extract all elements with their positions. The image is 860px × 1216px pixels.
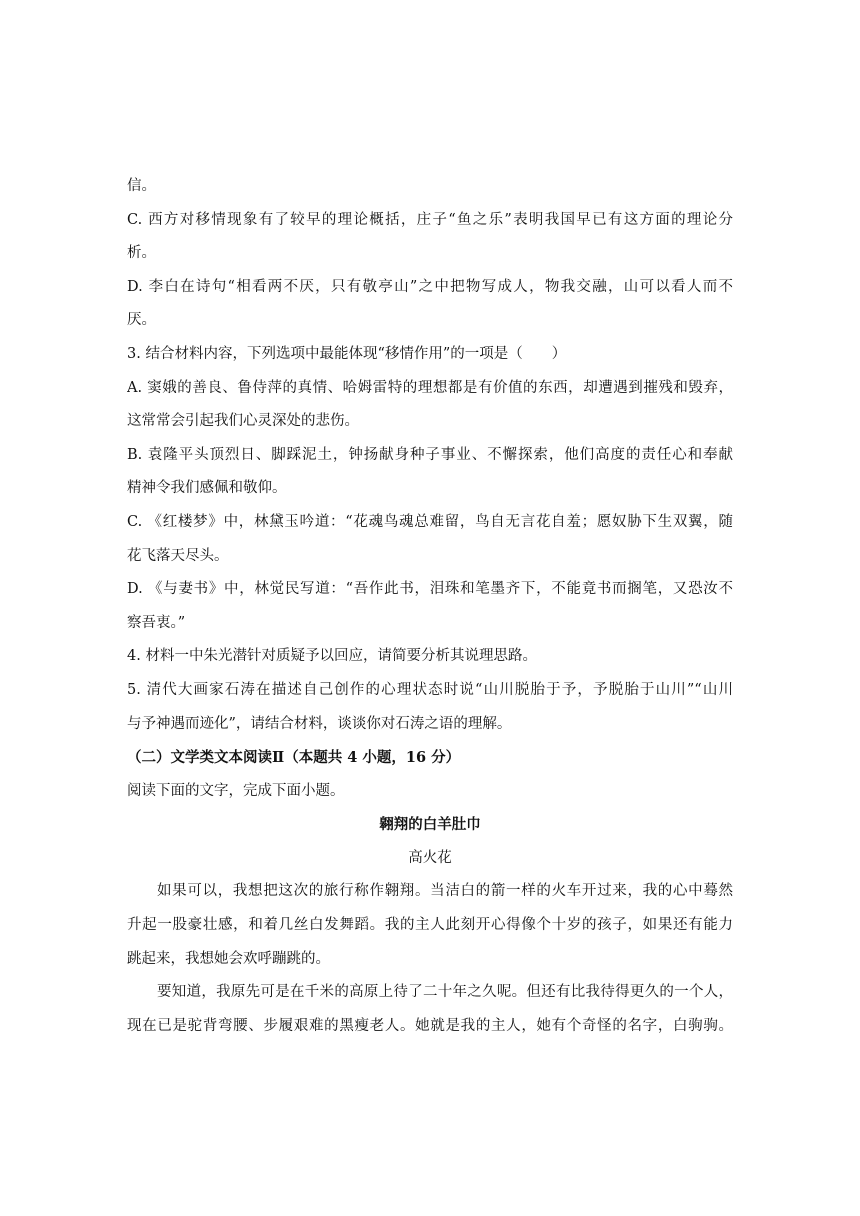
paragraph-line: 升起一股豪壮感，和着几丝白发舞蹈。我的主人此刻开心得像个十岁的孩子，如果还有能力 (127, 917, 733, 934)
paragraph-line: 如果可以，我想把这次的旅行称作翱翔。当洁白的箭一样的火车开过来，我的心中蓦然 (157, 883, 733, 900)
q3-option-a-line-2: 这常常会引起我们心灵深处的悲伤。 (127, 413, 359, 430)
article-paragraph (127, 875, 733, 976)
q3-option-c-line-2: 花飞落天尽头。 (127, 547, 229, 564)
q3-option-c-line-1: C. 《红楼梦》中，林黛玉吟道：“花魂鸟魂总难留，鸟自无言花自羞；愿奴胁下生双翼，随 (127, 513, 733, 530)
q3-option-d-line-1: D. 《与妻书》中，林觉民写道：“吾作此书，泪珠和笔墨齐下，不能竟书而搁笔，又恐汝不 (127, 581, 733, 598)
question-4: 4. 材料一中朱光潜针对质疑予以回应，请简要分析其说理思路。 (127, 648, 537, 665)
option-c-line-1: C. 西方对移情现象有了较早的理论概括，庄子“鱼之乐”表明我国早已有这方面的理论分 (127, 211, 733, 228)
option-d-line-2: 厌。 (127, 312, 156, 329)
option-c-line-2: 析。 (127, 245, 156, 262)
article-title: 翱翔的白羊肚巾 (379, 816, 481, 834)
article-author: 高火花 (408, 849, 452, 866)
paragraph-line: 要知道，我原先可是在千米的高原上待了二十年之久呢。但还有比我待得更久的一个人， (157, 984, 733, 1001)
article-paragraph (127, 976, 733, 1043)
q3-option-a-line-1: A. 窦娥的善良、鲁侍萍的真情、哈姆雷特的理想都是有价值的东西，却遭遇到摧残和毁弃， (127, 379, 733, 396)
question-5-line-2: 与予神遇而迹化”，请结合材料，谈谈你对石涛之语的理解。 (127, 715, 512, 732)
q3-option-b-line-2: 精神令我们感佩和敬仰。 (127, 480, 287, 497)
paragraph-line: 跳起来，我想她会欢呼蹦跳的。 (127, 950, 330, 967)
question-3: 3. 结合材料内容，下列选项中最能体现“移情作用”的一项是（ ） (127, 345, 567, 362)
q3-option-b-line-1: B. 袁隆平头顶烈日、脚踩泥土，钟扬献身种子事业、不懈探索，他们高度的责任心和奉献 (127, 446, 733, 463)
question-5-line-1: 5. 清代大画家石涛在描述自己创作的心理状态时说“山川脱胎于予，予脱胎于山川”“山川 (127, 681, 733, 698)
paragraph-line: 现在已是驼背弯腰、步履艰难的黑瘦老人。她就是我的主人，她有个奇怪的名字，白驹驹。 (127, 1017, 733, 1034)
option-d-line-1: D. 李白在诗句“相看两不厌，只有敬亭山”之中把物写成人，物我交融，山可以看人而不 (127, 278, 733, 295)
reading-instruction: 阅读下面的文字，完成下面小题。 (127, 782, 345, 799)
text-line: 信。 (127, 178, 156, 194)
section-heading: （二）文学类文本阅读Ⅱ（本题共 4 小题，16 分） (127, 749, 461, 767)
q3-option-d-line-2: 察吾衷。” (127, 614, 186, 631)
document-page (127, 170, 733, 1043)
